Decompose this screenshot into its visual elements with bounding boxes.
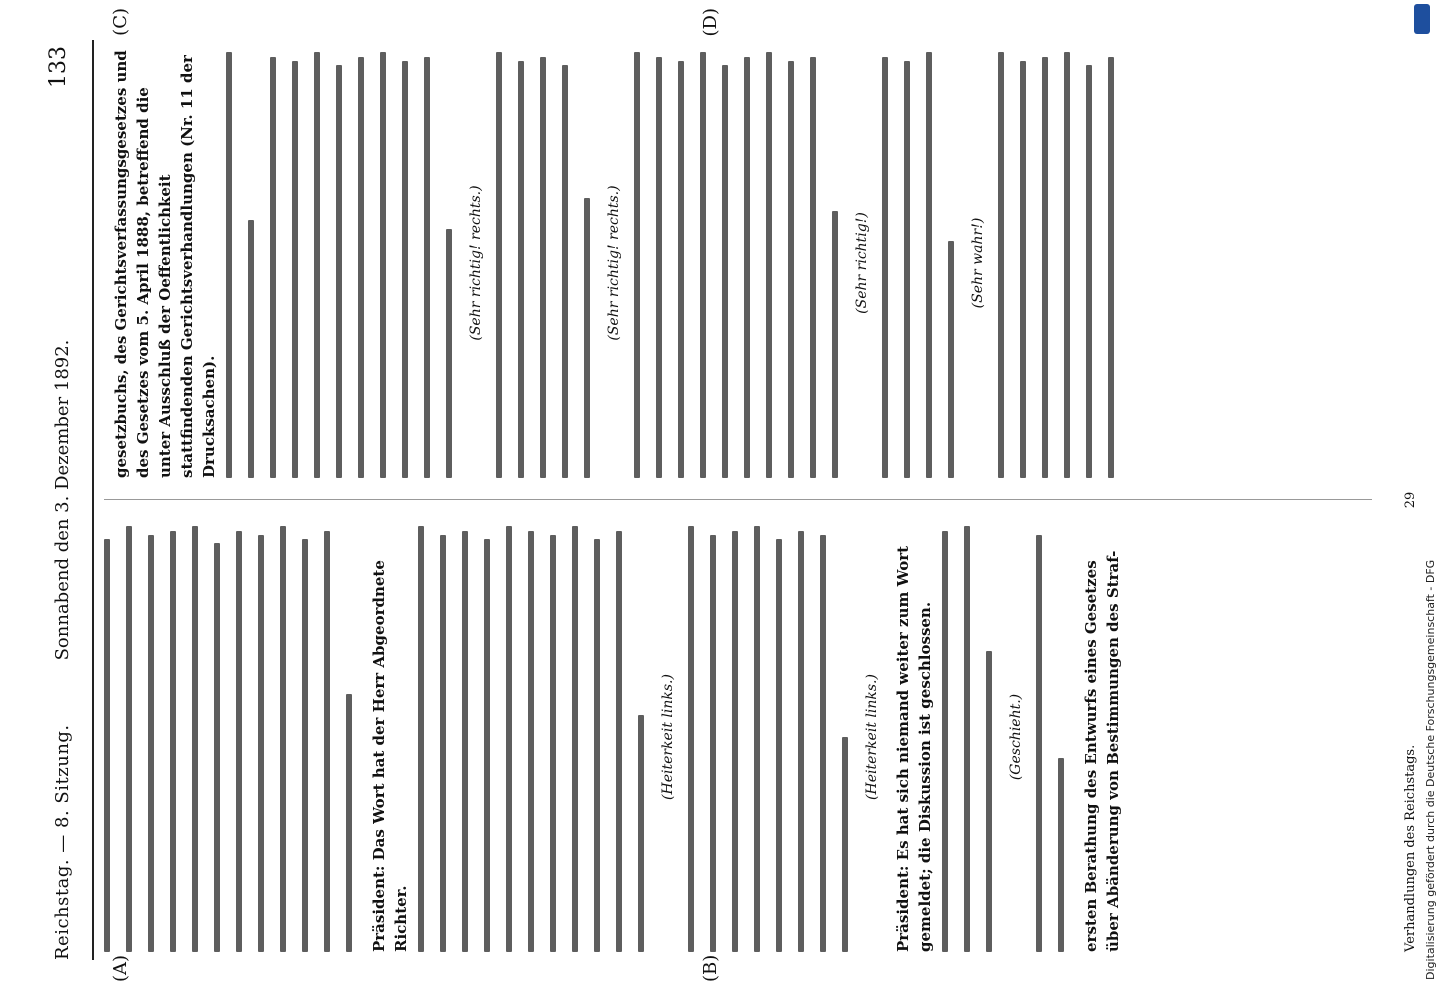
body-text-line [314,52,320,478]
header-center: Sonnabend den 3. Dezember 1892. [52,339,73,661]
body-text-line [170,531,176,952]
body-text-line [484,539,490,952]
body-text-line [446,229,452,478]
body-text-line [236,531,242,952]
signature-number: 29 [1403,491,1418,509]
speaker-heading: Präsident: Es hat sich niemand weiter zum Wort gemeldet; die Diskussion ist geschlossen. [894,545,934,952]
body-text-line [732,531,738,952]
body-text-line [540,57,546,478]
margin-marker-a: (A) [110,954,131,982]
body-text-line [358,57,364,478]
body-text-line [324,531,330,952]
interjection-note: (Geschieht.) [1008,693,1024,781]
body-text-line [798,531,804,952]
body-text-line [754,526,760,952]
body-text-line [214,544,220,953]
body-text-line [418,526,424,952]
body-text-line [744,57,750,478]
body-text-line [1086,65,1092,478]
body-text-line [380,52,386,478]
body-text-line [948,242,954,479]
interjection-note: (Sehr wahr!) [970,217,986,309]
body-text-line [1036,535,1042,952]
body-text-line [528,531,534,952]
body-text-line [766,52,772,478]
interjection-note: (Heiterkeit links.) [864,674,880,800]
body-text-line [998,52,1004,478]
body-text-line [788,61,794,478]
body-text-line [292,61,298,478]
body-text-line [964,526,970,952]
page-header [16,40,86,960]
right-column [104,48,1392,478]
body-text-line [440,535,446,952]
body-text-line [550,535,556,952]
left-column [104,522,1392,952]
body-text-line [678,61,684,478]
body-text-line [302,539,308,952]
body-text-line [506,526,512,952]
body-text-line [280,526,286,952]
body-text-line [1064,52,1070,478]
body-text-line [572,526,578,952]
body-text-line [634,52,640,478]
header-left: Reichstag. — 8. Sitzung. [52,724,73,960]
body-text-line [722,65,728,478]
body-text-line [496,52,502,478]
body-text-line [842,737,848,952]
body-text-line [462,531,468,952]
margin-marker-c: (C) [110,8,131,36]
credit-text: Digitalisierung gefördert durch die Deutsche Forschungsgemeinschaft - DFG [1424,559,1437,980]
interjection-note: (Heiterkeit links.) [660,674,676,800]
body-text-line [148,535,154,952]
body-text-line [270,57,276,478]
body-text-line [248,220,254,478]
body-text-line [820,535,826,952]
column-separator [104,499,1372,500]
agenda-heading: ersten Berathung des Entwurfs eines Gesetzes über Abänderung von Bestimmungen des Straf- [1082,550,1122,952]
body-text-line [518,61,524,478]
body-text-line [126,526,132,952]
body-text-line [882,57,888,478]
body-text-line [810,57,816,478]
body-text-line [700,52,706,478]
body-text-line [710,535,716,952]
body-text-line [1058,759,1064,953]
margin-marker-d: (D) [700,8,721,37]
interjection-note: (Sehr richtig! rechts.) [468,185,484,341]
agenda-heading: gesetzbuchs, des Gerichtsverfassungsgesetzes und des Gesetzes vom 5. April 1888, betreffend die unter Ausschluß der Oeffentlichkeit stattfindenden Gerichtsverhandlungen (Nr. 11 der Drucksachen). [112,50,218,478]
body-text-line [986,651,992,952]
body-text-line [616,531,622,952]
body-text-line [656,57,662,478]
interjection-note: (Sehr richtig! rechts.) [606,185,622,341]
body-text-line [562,65,568,478]
body-text-line [192,526,198,952]
body-text-line [688,526,694,952]
body-text-line [1108,57,1114,478]
body-text-line [776,539,782,952]
body-text-line [346,694,352,952]
body-text-line [584,199,590,479]
digitization-credit [1408,180,1437,980]
page-number: 133 [46,46,71,88]
body-text-line [104,539,110,952]
header-rule [92,40,94,960]
body-text-line [942,531,948,952]
body-text-line [594,539,600,952]
body-text-line [832,211,838,478]
body-text-line [226,52,232,478]
body-text-line [904,61,910,478]
footer-left: Verhandlungen des Reichstags. [1403,744,1418,952]
margin-marker-b: (B) [700,954,721,982]
body-text-line [402,61,408,478]
dfg-logo-icon [1414,4,1430,34]
body-text-line [1042,57,1048,478]
body-text-line [926,52,932,478]
body-text-line [258,535,264,952]
body-text-line [1020,61,1026,478]
body-text-line [638,716,644,953]
interjection-note: (Sehr richtig!) [854,212,870,314]
speaker-heading: Präsident: Das Wort hat der Herr Abgeordnete Richter. [370,560,410,952]
body-text-line [424,57,430,478]
body-text-line [336,65,342,478]
